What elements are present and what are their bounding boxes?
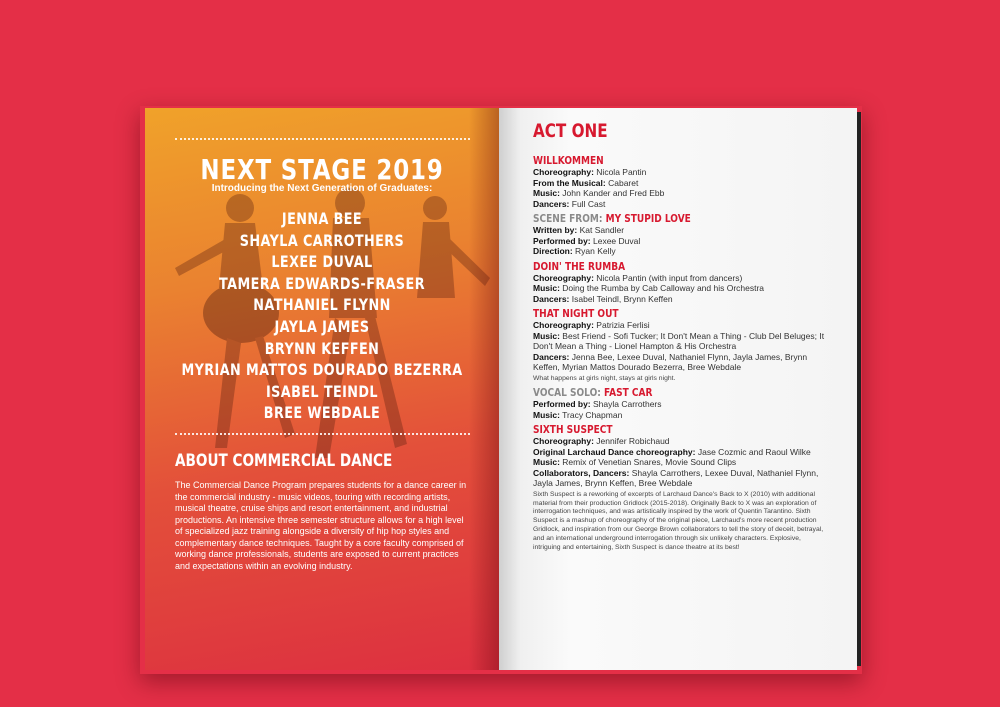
credit-label: Choreography:	[533, 320, 594, 330]
credit-line	[533, 199, 828, 210]
credit-label: Choreography:	[533, 272, 594, 283]
credit-line	[533, 273, 828, 284]
page-subtitle: Introducing the Next Generation of Graduates:	[211, 183, 433, 194]
graduate-name: ISABEL TEINDL	[266, 381, 378, 401]
credit-value: Shayla Carrothers	[593, 399, 662, 410]
act-title: ACT ONE	[533, 120, 608, 142]
credit-line	[533, 294, 828, 305]
credit-label: Performed by:	[533, 235, 591, 246]
program-item	[533, 423, 828, 552]
program-item	[533, 307, 828, 383]
credit-label: Performed by:	[533, 399, 591, 410]
divider-top	[175, 138, 470, 140]
credit-label: Dancers:	[533, 351, 570, 362]
credit-line	[533, 246, 828, 257]
credit-label: Dancers:	[533, 198, 570, 209]
credit-line	[533, 399, 828, 410]
credit-line	[533, 283, 828, 294]
credit-value: Patrizia Ferlisi	[596, 320, 650, 330]
item-note: Sixth Suspect is a reworking of excerpts of Larchaud Dance's Back to X (2010) with additional material from their production Gridlock (2015-2018). Originally Back to X was an exploration of interrogation techniques, and was artistically inspired by the work of Quentin Tarantino. Sixth Suspect is a mashup of choreography of the original piece, Larchaud's more recent production Gridlock, and inspiration from our George Brown collaborators to tell the story of deceit, betrayal, and an international underground interrogation through six unlikely characters. Explosive, intriguing and entertaining, Sixth Suspect is dance theatre at its best!	[533, 490, 824, 551]
credit-value: Jase Cozmic and Raoul Wilke	[697, 446, 811, 457]
item-title	[533, 154, 775, 167]
program-item	[533, 154, 828, 209]
graduate-name: JENNA BEE	[281, 209, 363, 228]
credit-value: Best Friend - Sofi Tucker; It Don't Mean a Thing - Club Del Beluges; It Don't Mean a Thing - Lionel Hampton & His Orchestra	[533, 330, 825, 351]
credit-value: Remix of Venetian Snares, Movie Sound Clips	[562, 457, 737, 468]
item-title	[533, 307, 775, 320]
graduate-name: TAMERA EDWARDS-FRASER	[219, 273, 425, 293]
item-prefix: SCENE FROM:	[533, 212, 606, 225]
credit-label: Music:	[533, 409, 560, 420]
page-title: NEXT STAGE 2019	[200, 153, 444, 186]
credit-line	[533, 436, 828, 447]
item-title	[533, 386, 775, 399]
program-item	[533, 212, 828, 257]
item-name: DOIN' THE RUMBA	[533, 259, 626, 273]
about-heading: ABOUT COMMERCIAL DANCE	[175, 451, 393, 471]
credit-line	[533, 167, 828, 178]
program-item	[533, 260, 828, 305]
graduate-name: BRYNN KEFFEN	[264, 338, 380, 358]
credit-label: Music:	[533, 330, 560, 341]
item-prefix: VOCAL SOLO:	[533, 386, 604, 400]
credit-label: Dancers:	[533, 293, 570, 304]
credit-line	[533, 225, 828, 236]
item-title	[533, 423, 775, 436]
credit-line	[533, 447, 828, 458]
graduate-name: MYRIAN MATTOS DOURADO BEZERRA	[181, 360, 463, 380]
credit-label: Choreography:	[533, 436, 594, 447]
credit-value: Nicola Pantin	[596, 167, 647, 177]
graduate-name: BREE WEBDALE	[263, 403, 381, 423]
credit-line	[533, 236, 828, 247]
credit-line	[533, 331, 828, 352]
credit-value: Isabel Teindl, Brynn Keffen	[571, 293, 673, 304]
credit-line	[533, 178, 828, 189]
divider-bottom	[175, 433, 470, 435]
credit-value: Nicola Pantin (with input from dancers)	[596, 272, 743, 283]
graduate-name: SHAYLA CARROTHERS	[239, 230, 405, 250]
graduate-name: LEXEE DUVAL	[271, 252, 373, 272]
credit-label: Original Larchaud Dance choreography:	[533, 446, 696, 457]
item-title	[533, 212, 775, 225]
item-title	[533, 260, 775, 273]
graduate-name: JAYLA JAMES	[274, 316, 370, 336]
credit-line	[533, 410, 828, 421]
page-edge	[857, 112, 861, 666]
credit-value: Lexee Duval	[593, 235, 641, 246]
program-list	[533, 154, 828, 555]
graduates-list	[145, 208, 499, 424]
credit-label: Written by:	[533, 225, 578, 235]
credit-value: John Kander and Fred Ebb	[562, 188, 665, 198]
item-note: What happens at girls night, stays at girls night.	[533, 374, 676, 382]
credit-line	[533, 352, 828, 373]
credit-value: Full Cast	[571, 198, 606, 209]
credit-label: Music:	[533, 283, 560, 293]
about-body: The Commercial Dance Program prepares students for a dance career in the commercial industry - music videos, touring with recording artists, musical theatre, cruise ships and resort entertainment, and industrial productions. An intensive three semester structure allows for a high level of specialized jazz training alongside a diversity of hip hop styles and complementary dance techniques. Taught by a core faculty comprised of working dance professionals, students are exposed to current practices and expectations within an evolving industry.	[175, 480, 467, 571]
credit-label: Choreography:	[533, 167, 594, 177]
credit-value: Cabaret	[608, 177, 639, 188]
credit-line	[533, 188, 828, 199]
right-page	[499, 108, 857, 670]
left-page	[145, 108, 499, 670]
credit-value: Ryan Kelly	[575, 246, 616, 256]
credit-value: Shayla Carrothers, Lexee Duval, Nathaniel Flynn, Jayla James, Brynn Keffen, Bree Webdale	[533, 467, 819, 489]
credit-label: Music:	[533, 457, 560, 468]
credit-value: Kat Sandler	[579, 225, 625, 235]
item-name: SIXTH SUSPECT	[533, 423, 613, 437]
item-name: THAT NIGHT OUT	[533, 307, 619, 320]
credit-value: Tracy Chapman	[562, 409, 623, 420]
credit-line	[533, 468, 828, 489]
credit-label: Direction:	[533, 246, 573, 256]
credit-line	[533, 457, 828, 468]
item-name: FAST CAR	[603, 386, 653, 400]
credit-value: Jenna Bee, Lexee Duval, Nathaniel Flynn, Jayla James, Brynn Keffen, Myrian Mattos Dourado Bezerra, Bree Webdale	[533, 351, 808, 372]
credit-value: Doing the Rumba by Cab Calloway and his Orchestra	[562, 283, 765, 293]
credit-label: Collaborators, Dancers:	[533, 467, 630, 478]
item-name: WILLKOMMEN	[533, 154, 604, 167]
graduate-name: NATHANIEL FLYNN	[253, 295, 391, 315]
credit-line	[533, 320, 828, 331]
credit-label: From the Musical:	[533, 177, 606, 188]
program-item	[533, 386, 828, 420]
item-name: MY STUPID LOVE	[605, 212, 691, 225]
credit-value: Jennifer Robichaud	[596, 436, 670, 447]
credit-label: Music:	[533, 188, 560, 198]
